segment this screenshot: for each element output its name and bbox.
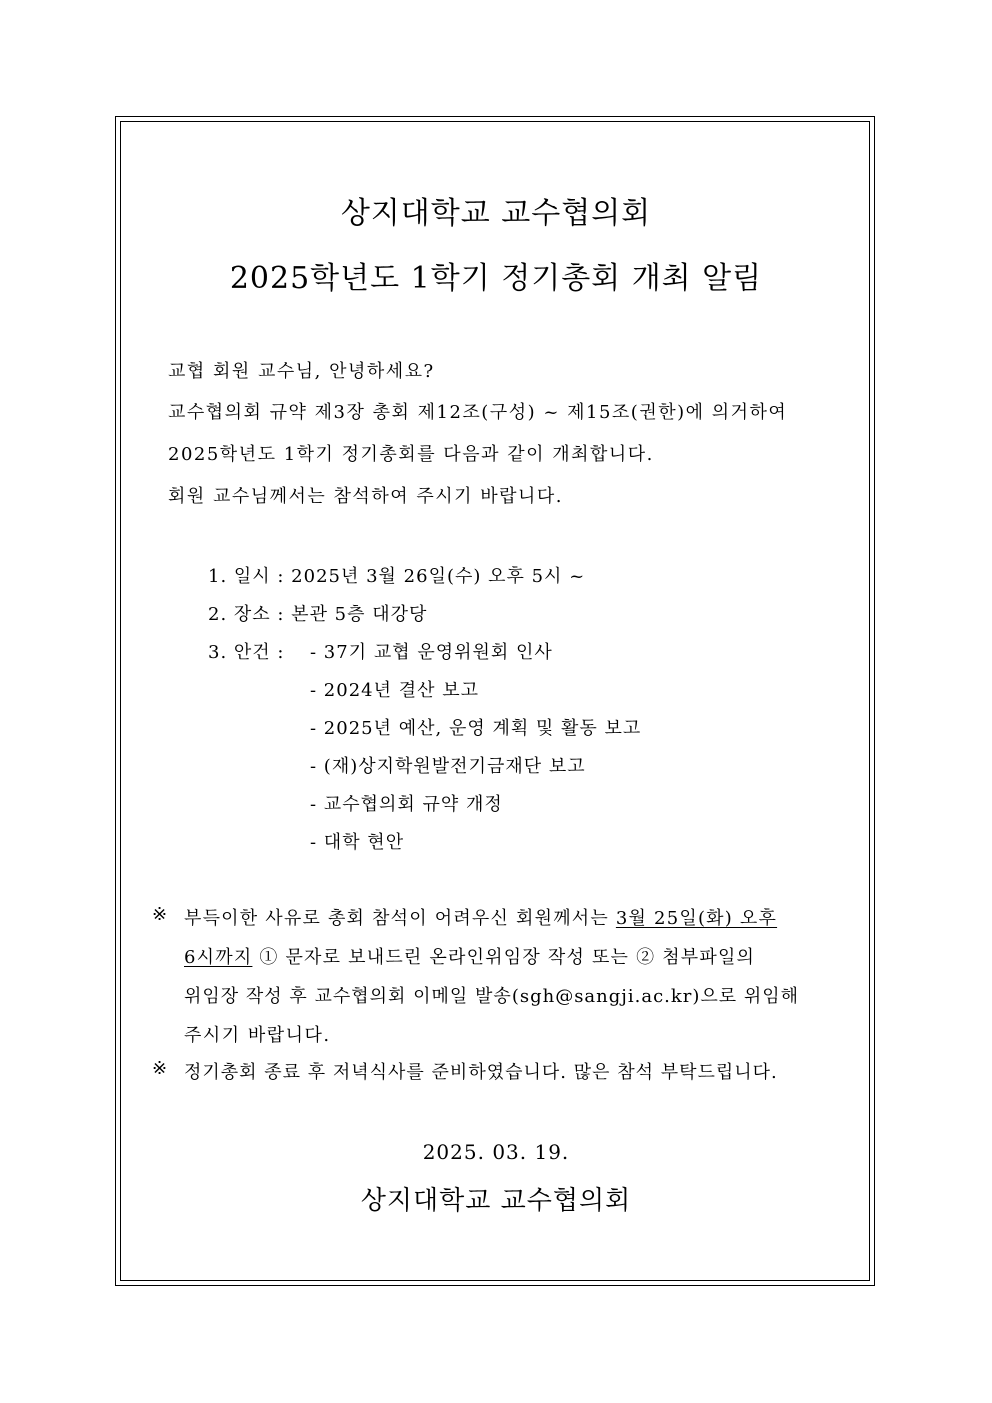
note-1-line-1 [184, 904, 844, 930]
note-1-line-3: 위임장 작성 후 교수협의회 이메일 발송(sgh@sangji.ac.kr)으로 위임해 [184, 986, 800, 1007]
note-1-text-2: ① 문자로 보내드린 온라인위임장 작성 또는 ② 첨부파일의 [252, 947, 756, 968]
item-place: 2. 장소 : 본관 5층 대강당 [208, 604, 428, 625]
agenda-item: - 2024년 결산 보고 [310, 680, 479, 701]
agenda-item: - 2025년 예산, 운영 계획 및 활동 보고 [310, 718, 642, 739]
item-datetime: 1. 일시 : 2025년 3월 26일(수) 오후 5시 ~ [208, 566, 586, 587]
title-line-2: 2025학년도 1학기 정기총회 개최 알림 [229, 261, 763, 296]
note-mark-2: ※ [152, 1058, 168, 1079]
note-2: 정기총회 종료 후 저녁식사를 준비하였습니다. 많은 참석 부탁드립니다. [184, 1062, 778, 1083]
agenda-item: - 대학 현안 [310, 832, 405, 853]
note-1-line-4: 주시기 바랍니다. [184, 1025, 331, 1046]
document-date: 2025. 03. 19. [422, 1140, 570, 1164]
agenda-item: - 37기 교협 운영위원회 인사 [310, 642, 553, 663]
note-1-deadline: 3월 25일(화) 오후 [615, 908, 778, 929]
agenda-item: - (재)상지학원발전기금재단 보고 [310, 756, 586, 777]
note-1-line-2 [184, 943, 844, 969]
note-1-deadline-time: 6시까지 [184, 947, 253, 968]
organization-name: 상지대학교 교수협의회 [360, 1186, 632, 1216]
greeting: 교협 회원 교수님, 안녕하세요? [168, 361, 435, 382]
note-1-text: 부득이한 사유로 총회 참석이 어려우신 회원께서는 [184, 908, 616, 929]
note-mark-1: ※ [152, 904, 168, 925]
item-agenda-label: 3. 안건 : [208, 642, 285, 663]
body-line-3: 회원 교수님께서는 참석하여 주시기 바랍니다. [168, 486, 563, 507]
agenda-item: - 교수협의회 규약 개정 [310, 794, 503, 815]
body-line-2: 2025학년도 1학기 정기총회를 다음과 같이 개최합니다. [168, 444, 654, 465]
body-line-1: 교수협의회 규약 제3장 총회 제12조(구성) ~ 제15조(권한)에 의거하여 [168, 402, 788, 423]
title-line-1: 상지대학교 교수협의회 [340, 196, 652, 231]
